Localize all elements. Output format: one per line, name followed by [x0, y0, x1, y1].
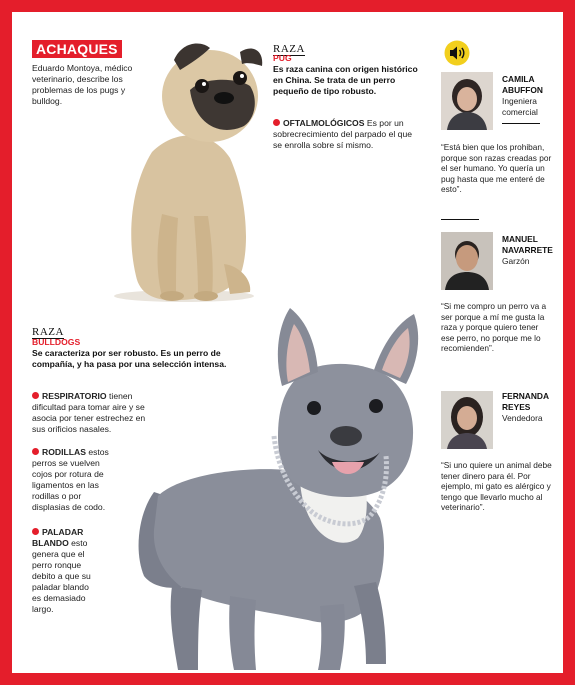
bulldog-condition-respiratorio: RESPIRATORIO tienen dificultad para tomar aire y se asocia por tener estrechez en sus orificios nasales.	[32, 391, 146, 434]
person-quote-fernanda: “Si uno quiere un animal debe tener dinero para él. Por ejemplo, mi gato es alérgico y tengo que llevarlo mucho al veterinario”.	[441, 460, 552, 512]
divider	[502, 123, 540, 124]
bulldog-condition-paladar-blando: PALADAR BLANDO esto genera que el perro ronque debito a que su paladar blando es demasiado largo.	[32, 527, 91, 614]
section-title-achaques: ACHAQUES	[32, 40, 122, 58]
person-photo-camila	[441, 72, 493, 130]
speaker-icon	[444, 40, 470, 66]
pug-description: Es raza canina con origen histórico en China. Se trata de un perro pequeño de tipo robusto.	[273, 64, 418, 96]
bullet-icon	[32, 392, 39, 399]
bulldog-breed-name: BULLDOGS	[32, 337, 81, 347]
person-job-fernanda: Vendedora	[502, 413, 543, 423]
bulldog-photo	[118, 286, 430, 674]
person-name-manuel: MANUEL NAVARRETE	[502, 234, 553, 255]
person-photo-manuel	[441, 232, 493, 290]
person-job-manuel: Garzón	[502, 256, 530, 266]
pug-photo	[92, 34, 268, 306]
person-name-fernanda: FERNANDA REYES	[502, 391, 549, 412]
person-quote-manuel: “Si me compro un perro va a ser porque a mí me gusta la raza y porque quiero tener ese perro, no porque me lo recomienden”.	[441, 301, 547, 353]
pug-section-tag: RAZA	[273, 43, 305, 55]
person-photo-fernanda	[441, 391, 493, 449]
bullet-icon	[32, 528, 39, 535]
person-job-camila: Ingeniera comercial	[502, 96, 538, 117]
bullet-icon	[273, 119, 280, 126]
bulldog-condition-rodillas: RODILLAS estos perros se vuelven cojos por rotura de ligamentos en las rodillas o por displasias de codo.	[32, 447, 109, 512]
bulldog-description: Se caracteriza por ser robusto. Es un perro de compañía, y ha pasa por una selección intensa.	[32, 348, 227, 369]
divider	[441, 219, 479, 220]
person-quote-camila: “Está bien que los prohiban, porque son razas creadas por el ser humano. Yo quería un pug hasta que me enteré de esto”.	[441, 142, 552, 194]
pug-condition-oftalmologicos: OFTALMOLÓGICOS Es por un sobrecrecimiento del parpado el que se enrolla sobre sí mismo.	[273, 118, 413, 150]
pug-breed-name: PUG	[273, 53, 292, 63]
intro-text: Eduardo Montoya, médico veterinario, describe los problemas de los pugs y bulldog.	[32, 63, 133, 106]
bulldog-section-tag: RAZA	[32, 326, 64, 338]
bullet-icon	[32, 448, 39, 455]
person-name-camila: CAMILA ABUFFON	[502, 74, 543, 95]
